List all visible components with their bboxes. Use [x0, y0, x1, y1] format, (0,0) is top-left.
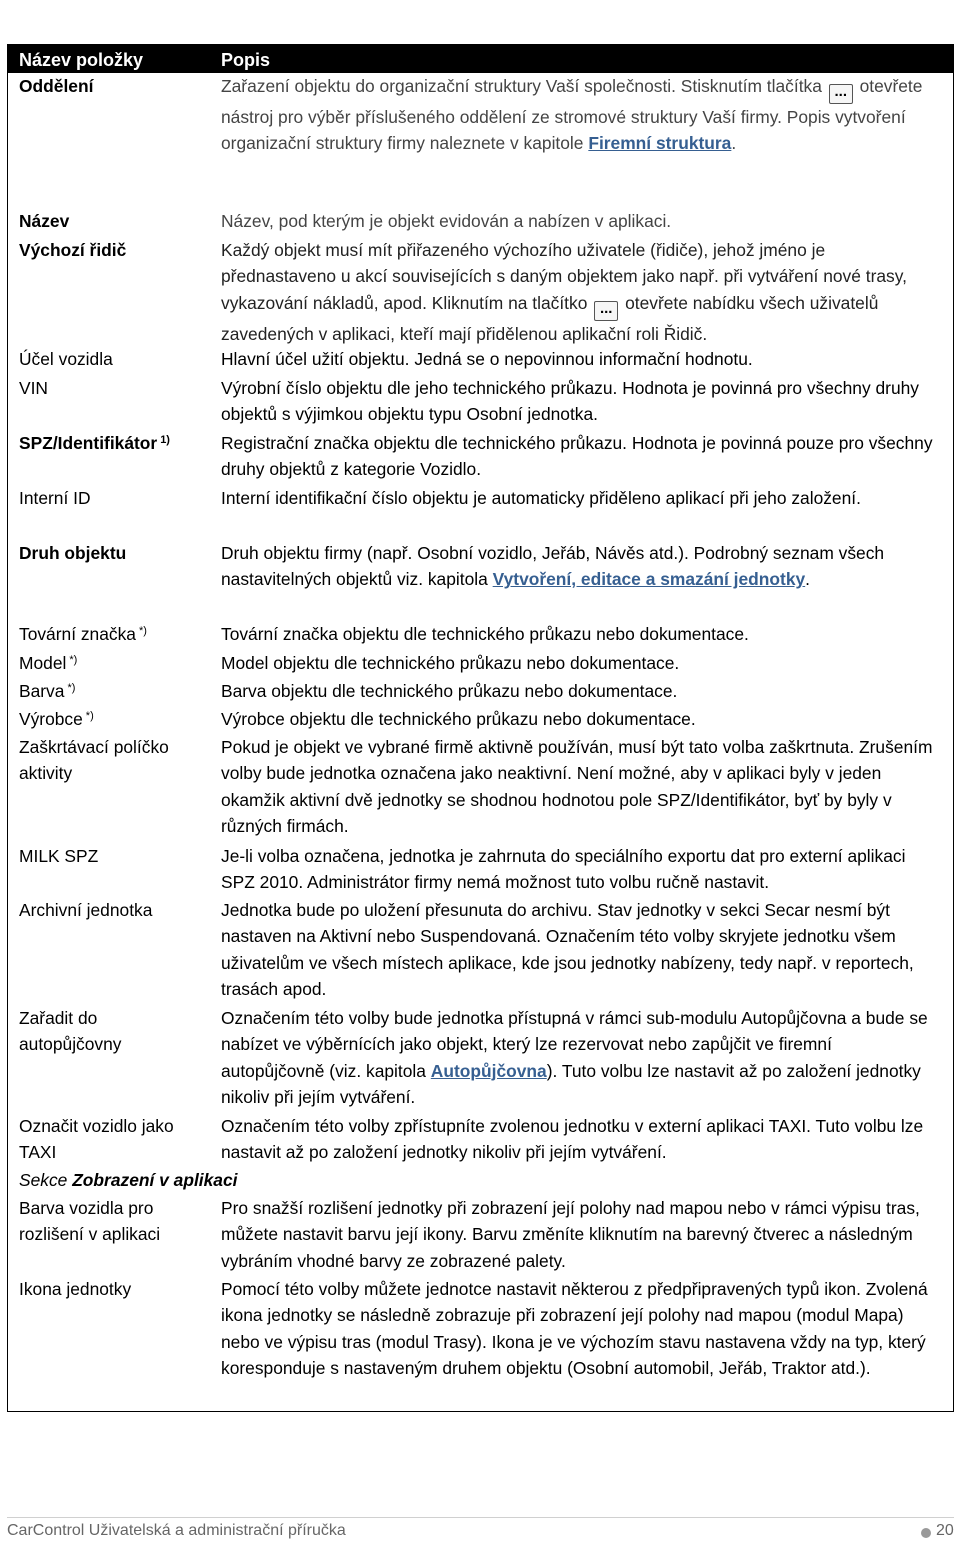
ellipsis-button[interactable]: ...	[829, 84, 853, 104]
header-description: Popis	[221, 50, 271, 70]
row-description: Hlavní účel užití objektu. Jedná se o nepovinnou informační hodnotu.	[221, 349, 753, 369]
header-item-name: Název položky	[19, 50, 144, 70]
table-row	[8, 1276, 953, 1411]
footnote-mark: *)	[69, 654, 78, 666]
row-name	[8, 678, 221, 706]
row-name	[8, 430, 221, 485]
section-heading	[8, 1167, 953, 1195]
row-description	[221, 1005, 939, 1113]
section-prefix: Sekce	[19, 1170, 68, 1190]
row-description	[221, 540, 939, 621]
table-row	[8, 430, 953, 485]
table-row	[8, 485, 953, 540]
footnote-mark: 1)	[160, 434, 170, 446]
row-name	[8, 621, 221, 650]
table-row	[8, 208, 953, 237]
row-description: Barva objektu dle technického průkazu nebo dokumentace.	[221, 681, 678, 701]
row-description: Interní identifikační číslo objektu je automaticky přiděleno aplikací při jeho založení.	[221, 488, 861, 508]
row-description: Výrobní číslo objektu dle jeho technického průkazu. Hodnota je povinná pro všechny druhy objektů s výjimkou objektu typu Osobní jednotka.	[221, 378, 919, 425]
desc-text: Zařazení objektu do organizační struktury Vaší společnosti. Stisknutím tlačítka	[221, 76, 822, 96]
footnote-mark: *)	[67, 682, 76, 694]
row-description: Registrační značka objektu dle technického průkazu. Hodnota je povinná pouze pro všechny druhy objektů z kategorie Vozidlo.	[221, 433, 933, 480]
row-name: Zařadit do autopůjčovny	[19, 1008, 122, 1055]
desc-text: .	[731, 133, 737, 154]
row-description: Tovární značka objektu dle technického průkazu nebo dokumentace.	[221, 624, 749, 644]
row-description: Jednotka bude po uložení přesunuta do archivu. Stav jednotky v sekci Secar nesmí být nastaven na Aktivní nebo Suspendovaná. Označením této volby skryjete jednotku všem uživatelům ve všech místech aplikace, kde jsou jednotky nabízeny, tedy např. v reportech, trasách apod.	[221, 900, 914, 999]
row-description: Model objektu dle technického průkazu nebo dokumentace.	[221, 653, 680, 673]
footnote-mark: *)	[85, 710, 94, 722]
desc-text: .	[805, 569, 811, 590]
row-name: Archivní jednotka	[19, 900, 153, 920]
chapter-link[interactable]: Vytvoření, editace a smazání jednotky	[492, 569, 806, 590]
name-text: SPZ/Identifikátor	[19, 433, 158, 453]
table-row	[8, 540, 953, 621]
table-row	[8, 706, 953, 734]
name-text: Výrobce	[19, 709, 83, 729]
row-name	[8, 650, 221, 678]
table-row	[8, 346, 953, 375]
desc-text: Označením této volby bude jednotka přístupná v rámci sub-modulu Autopůjčovna a bude se nabízet ve výběrnících jako objekt, který lze rezervovat nebo zapůjčit ve firemní autopůjčovně (viz. kapitola	[221, 1008, 928, 1081]
table-header	[8, 45, 953, 73]
table-row	[8, 621, 953, 650]
row-name: Oddělení	[19, 76, 94, 96]
table-row	[8, 1005, 953, 1113]
page-number: 20	[936, 1522, 954, 1539]
row-name: Označit vozidlo jako TAXI	[19, 1116, 174, 1163]
footer-divider	[7, 1517, 954, 1518]
table-row	[8, 73, 953, 208]
row-description: Výrobce objektu dle technického průkazu nebo dokumentace.	[221, 709, 696, 729]
desc-text: otevřete nástroj pro výběr příslušeného oddělení ze stromové struktury Vaší firmy. Popis vytvoření organizační struktury firmy naleznete v kapitole	[221, 76, 923, 154]
chapter-link[interactable]: Autopůjčovna	[430, 1060, 547, 1081]
row-description: Název, pod kterým je objekt evidován a nabízen v aplikaci.	[221, 211, 672, 231]
row-name: Druh objektu	[19, 543, 127, 563]
row-name: Zaškrtávací políčko aktivity	[19, 737, 169, 784]
row-name: Výchozí řidič	[19, 240, 127, 260]
row-name: VIN	[19, 378, 48, 398]
table-row	[8, 375, 953, 430]
row-name: Ikona jednotky	[19, 1279, 132, 1299]
name-text: Barva	[19, 681, 65, 701]
name-text: Model	[19, 653, 67, 673]
table-row	[8, 1113, 953, 1167]
desc-text: ). Tuto volbu lze nastavit až po založení jednotky nikoliv při jejím vytváření.	[221, 1060, 921, 1107]
name-text: Tovární značka	[19, 624, 136, 644]
desc-text: otevřete nabídku všech uživatelů zavedených v aplikaci, kteří mají přidělenou aplikační roli Řidič.	[221, 292, 879, 344]
row-description: Je-li volba označena, jednotka je zahrnuta do speciálního exportu dat pro externí aplikaci SPZ 2010. Administrátor firmy nemá možnost tuto volbu ručně nastavit.	[221, 846, 906, 893]
row-description: Pomocí této volby můžete jednotce nastavit některou z předpřipravených typů ikon. Zvolená ikona jednotky se následně zobrazuje při zobrazení její polohy nad mapou (modul Mapa) nebo ve výpisu tras (modul Trasy). Ikona je ve výchozím stavu nastavena vždy na typ, který koresponduje s nastaveným druhem objektu (Osobní automobil, Jeřáb, Traktor atd.).	[221, 1279, 928, 1378]
row-name: MILK SPZ	[19, 846, 99, 866]
row-description: Pro snažší rozlišení jednotky při zobrazení její polohy nad mapou nebo v rámci výpisu tras, můžete nastavit barvu její ikony. Barvu změníte kliknutím na barevný čtverec a následným vybráním vhodné barvy ze zobrazené palety.	[221, 1198, 920, 1271]
row-name: Účel vozidla	[19, 349, 113, 369]
row-name	[8, 706, 221, 734]
row-description	[221, 237, 939, 346]
row-name: Interní ID	[19, 488, 91, 508]
footnote-mark: *)	[138, 625, 147, 637]
ellipsis-button[interactable]: ...	[594, 301, 618, 321]
row-name: Barva vozidla pro rozlišení v aplikaci	[19, 1198, 161, 1245]
desc-text: Každý objekt musí mít přiřazeného výchozího uživatele (řidiče), jehož jméno je přednastaveno u akcí souvisejících s daným objektem jako např. při vytváření nové trasy, vykazování nákladů, apod. Kliknutím na tlačítko	[221, 240, 907, 313]
chapter-link[interactable]: Firemní struktura	[588, 133, 732, 154]
table-row	[8, 1195, 953, 1276]
properties-table	[7, 44, 954, 1412]
table-row	[8, 237, 953, 346]
row-description: Označením této volby zpřístupníte zvolenou jednotku v externí aplikaci TAXI. Tuto volbu lze nastavit až po založení jednotky nikoliv při jejím vytváření.	[221, 1116, 924, 1163]
footer-title: CarControl Uživatelská a administrační příručka	[7, 1522, 346, 1539]
table-row	[8, 678, 953, 706]
page-bullet-icon	[921, 1528, 931, 1538]
row-name: Název	[19, 211, 70, 231]
table-row	[8, 843, 953, 897]
table-row	[8, 650, 953, 678]
table-row	[8, 897, 953, 1005]
row-description: Pokud je objekt ve vybrané firmě aktivně používán, musí být tato volba zaškrtnuta. Zrušením volby bude jednotka označena jako neaktivní. Není možné, aby v aplikaci byly v jeden okamžik aktivní dvě jednotky se shodnou hodnotou pole SPZ/Identifikátor, byť by byly v různých firmách.	[221, 737, 933, 836]
desc-text: Druh objektu firmy (např. Osobní vozidlo, Jeřáb, Návěs atd.). Podrobný seznam všech nastavitelných objektů viz. kapitola	[221, 543, 885, 590]
row-description	[221, 73, 939, 208]
section-title: Zobrazení v aplikaci	[72, 1170, 238, 1190]
table-row	[8, 734, 953, 843]
